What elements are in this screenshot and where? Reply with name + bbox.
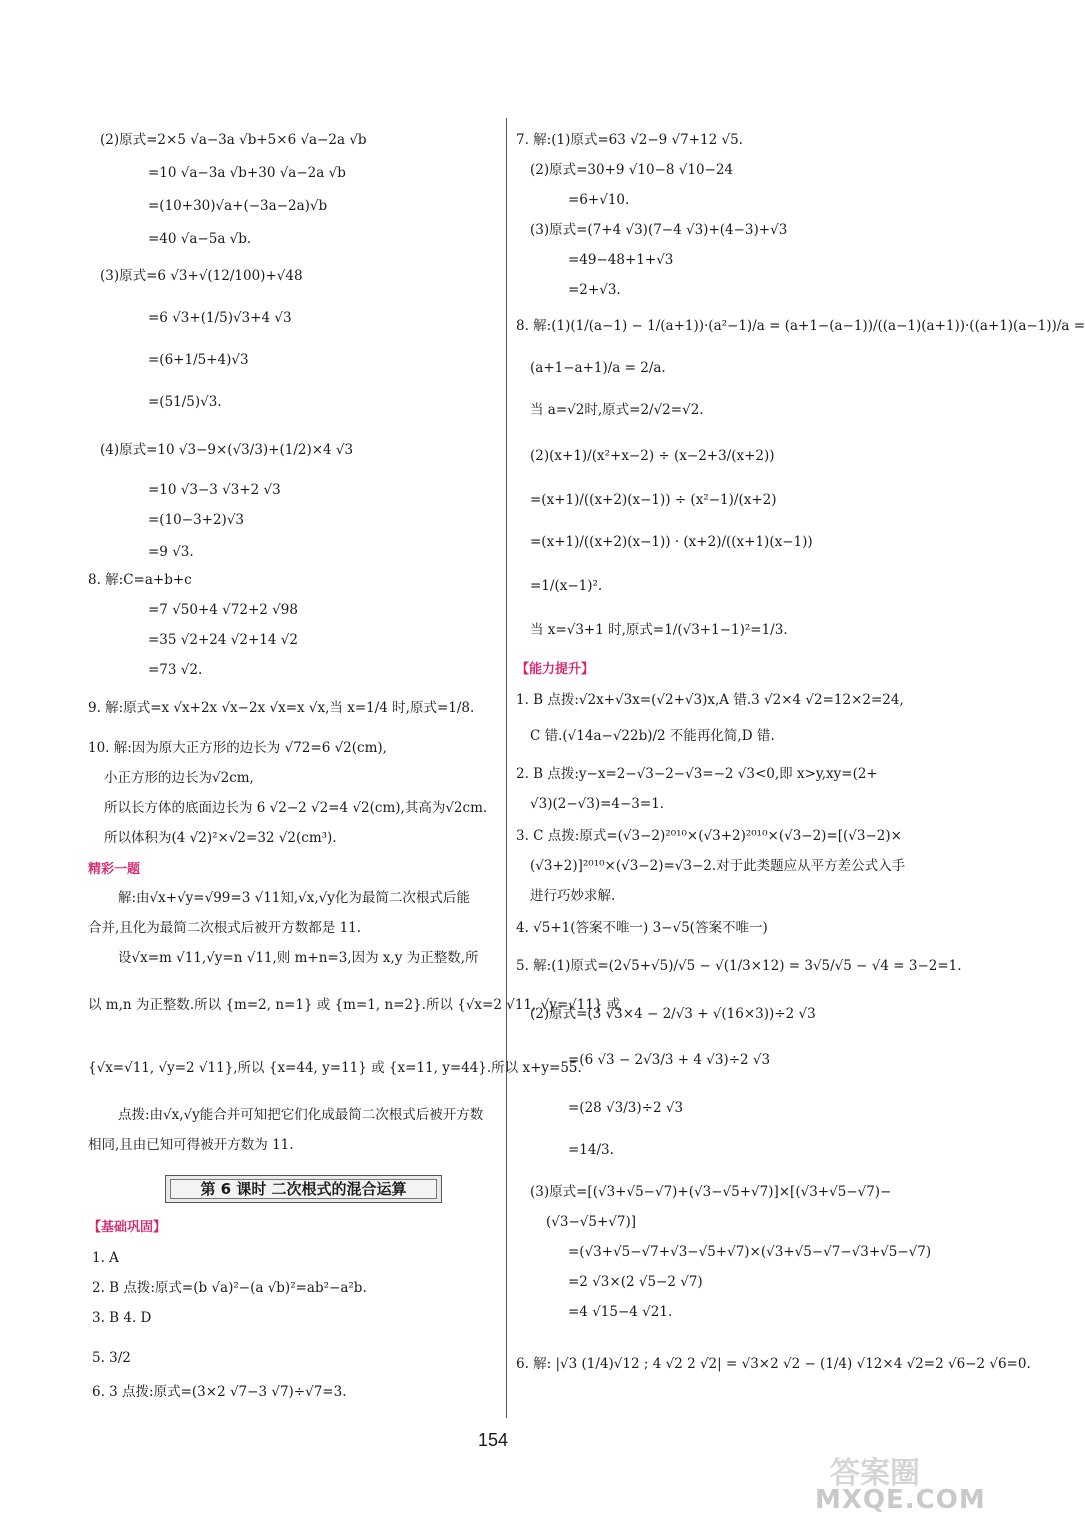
solution-line: 点拨:由√x,√y能合并可知把它们化成最简二次根式后被开方数 <box>118 1107 484 1123</box>
solution-line: 3. C 点拨:原式=(√3−2)²⁰¹⁰×(√3+2)²⁰¹⁰×(√3−2)=[(√3−2)× <box>516 828 902 844</box>
solution-line: 设√x=m √11,√y=n √11,则 m+n=3,因为 x,y 为正整数,所 <box>118 950 479 966</box>
solution-line: =10 √a−3a √b+30 √a−2a √b <box>148 165 346 181</box>
solution-line: (√3+2)]²⁰¹⁰×(√3−2)=√3−2.对于此类题应从平方差公式入手 <box>530 858 906 874</box>
solution-line: 当 a=√2时,原式=2/√2=√2. <box>530 402 704 418</box>
solution-line: =(28 √3/3)÷2 √3 <box>568 1100 684 1116</box>
solution-line: =6+√10. <box>568 192 630 208</box>
solution-line: 8. 解:(1)(1/(a−1) − 1/(a+1))·(a²−1)/a = (a+1−(a−1))/((a−1)(a+1))·((a+1)(a−1))/a = <box>516 318 1085 334</box>
solution-line: 4. √5+1(答案不唯一) 3−√5(答案不唯一) <box>516 920 768 936</box>
solution-line: (√3−√5+√7)] <box>546 1214 636 1230</box>
solution-line: (3)原式=[(√3+√5−√7)+(√3−√5+√7)]×[(√3+√5−√7)− <box>530 1184 892 1200</box>
solution-line: (2)(x+1)/(x²+x−2) ÷ (x−2+3/(x+2)) <box>530 448 775 464</box>
solution-line: =6 √3+(1/5)√3+4 √3 <box>148 310 292 326</box>
solution-line: =49−48+1+√3 <box>568 252 674 268</box>
solution-line: =(10+30)√a+(−3a−2a)√b <box>148 198 328 214</box>
solution-line: 8. 解:C=a+b+c <box>88 572 192 588</box>
solution-line: 相同,且由已知可得被开方数为 11. <box>88 1137 294 1153</box>
solution-line: 以 m,n 为正整数.所以 {m=2, n=1} 或 {m=1, n=2}.所以 {√x=2 √11, √y=√11} 或 <box>88 997 621 1013</box>
solution-line: 5. 解:(1)原式=(2√5+√5)/√5 − √(1/3×12) = 3√5/√5 − √4 = 3−2=1. <box>516 958 962 974</box>
solution-line: =9 √3. <box>148 544 194 560</box>
solution-line: =2 √3×(2 √5−2 √7) <box>568 1274 703 1290</box>
solution-line: 当 x=√3+1 时,原式=1/(√3+1−1)²=1/3. <box>530 622 788 638</box>
solution-line: =2+√3. <box>568 282 621 298</box>
solution-line: 解:由√x+√y=√99=3 √11知,√x,√y化为最简二次根式后能 <box>118 890 470 906</box>
solution-line: 2. B 点拨:原式=(b √a)²−(a √b)²=ab²−a²b. <box>92 1280 367 1296</box>
solution-line: 3. B 4. D <box>92 1310 152 1326</box>
section-label: 【基础巩固】 <box>88 1220 167 1235</box>
solution-line: 合并,且化为最简二次根式后被开方数都是 11. <box>88 920 362 936</box>
solution-line: 6. 解: |√3 (1/4)√12 ; 4 √2 2 √2| = √3×2 √2 − (1/4) √12×4 √2=2 √6−2 √6=0. <box>516 1356 1031 1372</box>
section-label: 精彩一题 <box>88 862 141 877</box>
solution-line: 9. 解:原式=x √x+2x √x−2x √x=x √x,当 x=1/4 时,原式=1/8. <box>88 700 475 716</box>
solution-line: =(10−3+2)√3 <box>148 512 245 528</box>
solution-line: =73 √2. <box>148 662 203 678</box>
solution-line: 2. B 点拨:y−x=2−√3−2−√3=−2 √3<0,即 x>y,xy=(2+ <box>516 766 878 782</box>
solution-line: (2)原式=2×5 √a−3a √b+5×6 √a−2a √b <box>100 132 367 148</box>
solution-line: 6. 3 点拨:原式=(3×2 √7−3 √7)÷√7=3. <box>92 1384 347 1400</box>
solution-line: (3)原式=(7+4 √3)(7−4 √3)+(4−3)+√3 <box>530 222 788 238</box>
solution-line: =(√3+√5−√7+√3−√5+√7)×(√3+√5−√7−√3+√5−√7) <box>568 1244 932 1260</box>
solution-line: (2)原式=(3 √3×4 − 2/√3 + √(16×3))÷2 √3 <box>530 1006 816 1022</box>
solution-line: 1. A <box>92 1250 119 1266</box>
solution-line: (4)原式=10 √3−9×(√3/3)+(1/2)×4 √3 <box>100 442 354 458</box>
watermark-domain: MXQE.COM <box>815 1485 986 1515</box>
solution-line: =7 √50+4 √72+2 √98 <box>148 602 298 618</box>
lesson-heading-box <box>165 1175 442 1203</box>
solution-line: {√x=√11, √y=2 √11},所以 {x=44, y=11} 或 {x=11, y=44}.所以 x+y=55. <box>88 1060 582 1076</box>
solution-line: =35 √2+24 √2+14 √2 <box>148 632 298 648</box>
solution-line: 7. 解:(1)原式=63 √2−9 √7+12 √5. <box>516 132 743 148</box>
solution-line: =(6 √3 − 2√3/3 + 4 √3)÷2 √3 <box>568 1052 771 1068</box>
solution-line: (2)原式=30+9 √10−8 √10−24 <box>530 162 734 178</box>
solution-line: 10. 解:因为原大正方形的边长为 √72=6 √2(cm), <box>88 740 387 756</box>
solution-line: 5. 3/2 <box>92 1350 131 1366</box>
solution-line: =(6+1/5+4)√3 <box>148 352 249 368</box>
solution-line: =4 √15−4 √21. <box>568 1304 673 1320</box>
column-divider <box>506 118 507 1418</box>
page-number: 154 <box>478 1430 509 1450</box>
solution-line: =(x+1)/((x+2)(x−1)) ÷ (x²−1)/(x+2) <box>530 492 777 508</box>
solution-line: C 错.(√14a−√22b)/2 不能再化简,D 错. <box>530 728 775 744</box>
solution-line: 1. B 点拨:√2x+√3x=(√2+√3)x,A 错.3 √2×4 √2=12×2=24, <box>516 692 904 708</box>
solution-line: 小正方形的边长为√2cm, <box>104 770 254 786</box>
solution-line: =(x+1)/((x+2)(x−1)) · (x+2)/((x+1)(x−1)) <box>530 534 813 550</box>
solution-line: 所以长方体的底面边长为 6 √2−2 √2=4 √2(cm),其高为√2cm. <box>104 800 488 816</box>
solution-line: =40 √a−5a √b. <box>148 231 252 247</box>
solution-line: √3)(2−√3)=4−3=1. <box>530 796 665 812</box>
solution-line: 所以体积为(4 √2)²×√2=32 √2(cm³). <box>104 830 337 846</box>
solution-line: (a+1−a+1)/a = 2/a. <box>530 360 666 376</box>
lesson-heading: 第 6 课时 二次根式的混合运算 <box>170 1179 437 1199</box>
solution-line: =10 √3−3 √3+2 √3 <box>148 482 281 498</box>
solution-line: (3)原式=6 √3+√(12/100)+√48 <box>100 268 303 284</box>
solution-line: =1/(x−1)². <box>530 578 603 594</box>
solution-line: 进行巧妙求解. <box>530 888 616 904</box>
solution-line: =(51/5)√3. <box>148 394 222 410</box>
section-label: 【能力提升】 <box>516 662 595 677</box>
watermark-logo: 答案圈 <box>830 1456 920 1491</box>
solution-line: =14/3. <box>568 1142 614 1158</box>
